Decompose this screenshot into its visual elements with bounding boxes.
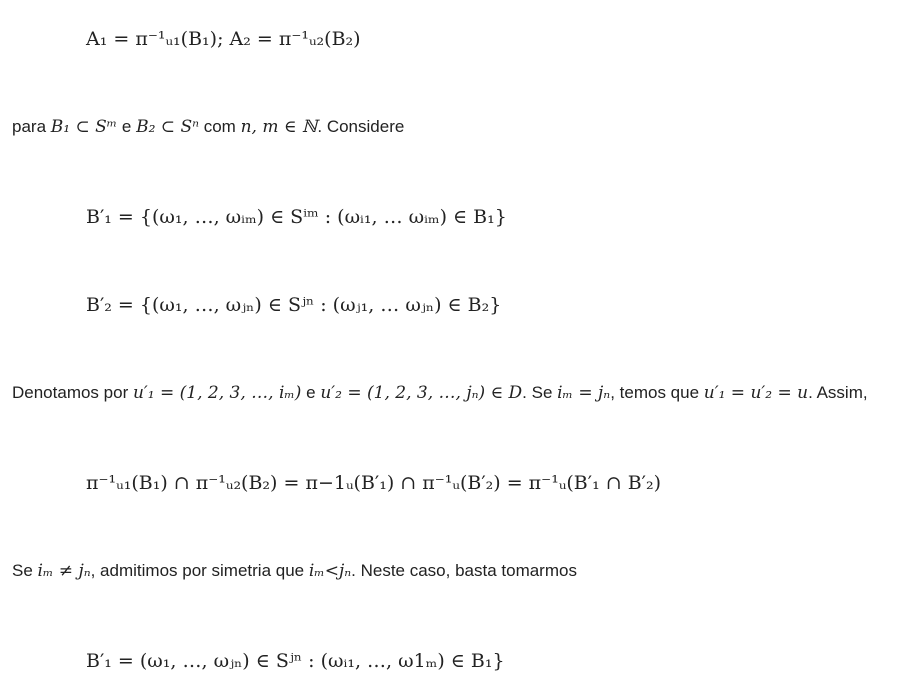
paragraph-1-text-3: com bbox=[199, 117, 241, 136]
equation-3: B′₂ = {(ω₁, …, ωⱼₙ) ∈ Sʲⁿ : (ωⱼ₁, … ωⱼₙ) ∈ B₂} bbox=[86, 294, 502, 316]
paragraph-2-text-3: . Se bbox=[522, 383, 558, 402]
paragraph-2-text-1: Denotamos por bbox=[12, 383, 133, 402]
paragraph-3-text-3: . Neste caso, basta tomarmos bbox=[351, 561, 577, 580]
paragraph-3-math-2: iₘ<jₙ bbox=[308, 561, 352, 581]
paragraph-1-math-2: B₂ ⊂ Sⁿ bbox=[136, 117, 199, 137]
paragraph-3-text-2: , admitimos por simetria que bbox=[90, 561, 309, 580]
equation-5: B′₁ = (ω₁, …, ωⱼₙ) ∈ Sʲⁿ : (ωᵢ₁, …, ω1ₘ) ∈ B₁} bbox=[86, 650, 505, 672]
paragraph-1-math-1: B₁ ⊂ Sᵐ bbox=[50, 117, 118, 137]
paragraph-2-text-4: , temos que bbox=[610, 383, 704, 402]
paragraph-3-text-1: Se bbox=[12, 561, 38, 580]
paragraph-3-math-1: iₘ ≠ jₙ bbox=[37, 561, 91, 581]
equation-1: A₁ = π⁻¹ᵤ₁(B₁); A₂ = π⁻¹ᵤ₂(B₂) bbox=[86, 28, 361, 50]
paragraph-2-text-2: e bbox=[301, 383, 321, 402]
paragraph-2-text-5: . Assim, bbox=[808, 383, 868, 402]
paragraph-1 bbox=[12, 116, 404, 138]
paragraph-1-text-1: para bbox=[12, 117, 51, 136]
paragraph-2-math-4: u′₁ = u′₂ = u bbox=[703, 383, 809, 403]
paragraph-1-math-3: n, m ∈ ℕ bbox=[240, 117, 318, 137]
paragraph-2 bbox=[12, 382, 868, 404]
paragraph-1-text-2: e bbox=[117, 117, 137, 136]
equation-2: B′₁ = {(ω₁, …, ωᵢₘ) ∈ Sⁱᵐ : (ωᵢ₁, … ωᵢₘ) ∈ B₁} bbox=[86, 206, 507, 228]
paragraph-1-text-4: . Considere bbox=[317, 117, 405, 136]
paragraph-2-math-2: u′₂ = (1, 2, 3, …, jₙ) ∈ D bbox=[320, 383, 523, 403]
paragraph-3 bbox=[12, 560, 577, 582]
paragraph-2-math-3: iₘ = jₙ bbox=[557, 383, 611, 403]
equation-4: π⁻¹ᵤ₁(B₁) ∩ π⁻¹ᵤ₂(B₂) = π−1ᵤ(B′₁) ∩ π⁻¹ᵤ(B′₂) = π⁻¹ᵤ(B′₁ ∩ B′₂) bbox=[86, 472, 662, 494]
paragraph-2-math-1: u′₁ = (1, 2, 3, …, iₘ) bbox=[132, 383, 302, 403]
